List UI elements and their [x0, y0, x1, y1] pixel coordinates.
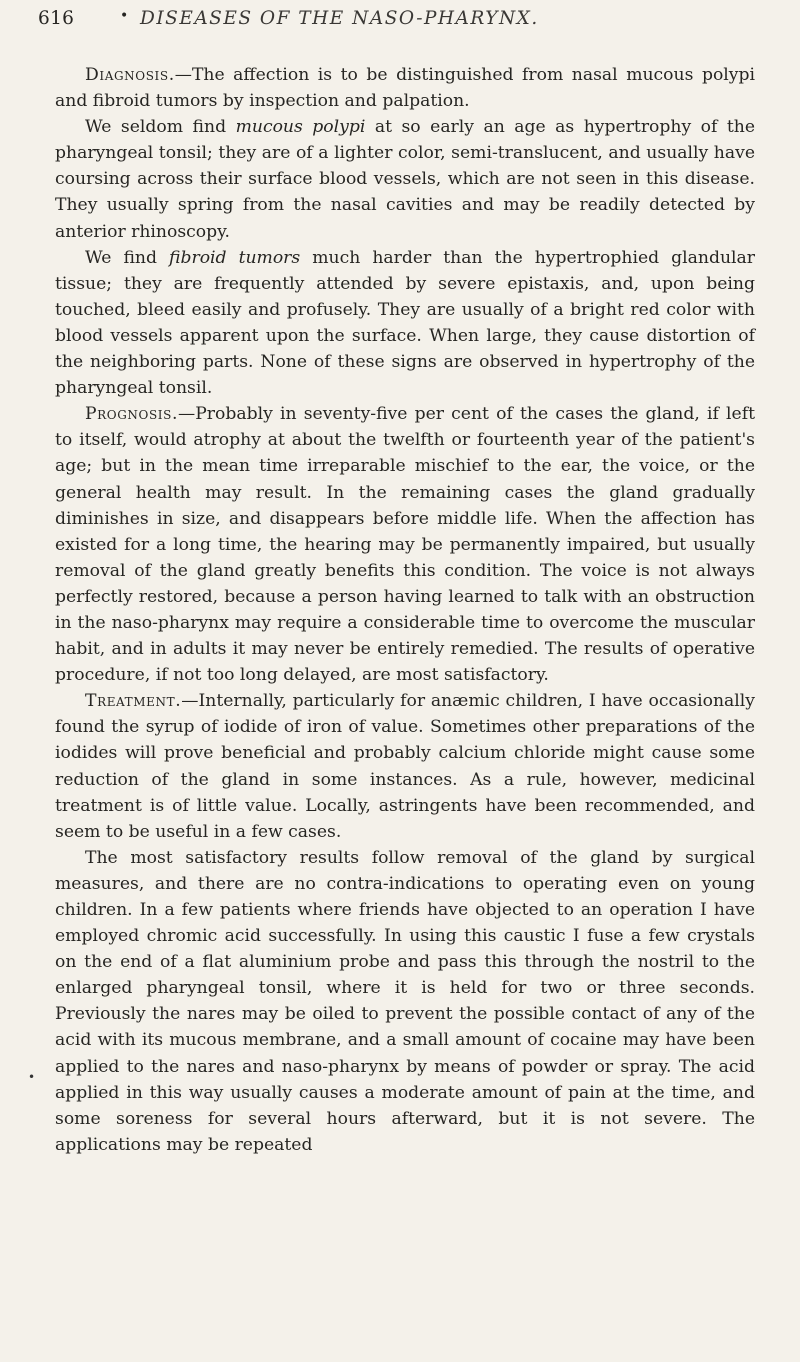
bullet-mark-icon: • [120, 8, 129, 24]
running-title: DISEASES OF THE NASO-PHARYNX. [140, 8, 539, 29]
paragraph-mucous-polypi [55, 114, 755, 244]
heading-dash: — [178, 404, 196, 425]
paragraph-text: at so early an age as hypertrophy of the pharyngeal tonsil; they are of a lighter color, semi-translucent, and usually have coursing across their surface blood vessels, which are not seen in this disease. They usually spring from the nasal cavities and may be readily detected by anterior rhinoscopy. [55, 117, 755, 242]
paragraph-text: much harder than the hypertrophied glandular tissue; they are frequently attended by severe epistaxis, and, upon being touched, bleed easily and profusely. They are usually of a bright red color with blood vessels apparent upon the surface. When large, they cause distortion of the neighboring parts. None of these signs are observed in hypertrophy of the pharyngeal tonsil. [55, 247, 756, 399]
paragraph-prognosis [55, 401, 755, 688]
emphasis-term: fibroid tumors [169, 247, 301, 268]
paragraph-text: We seldom find [85, 117, 236, 138]
section-heading-diagnosis: Diagnosis. [85, 65, 175, 85]
paragraph-diagnosis [55, 62, 755, 114]
paragraph-text: Probably in seventy-five per cent of the cases the gland, if left to itself, would atrophy at about the twelfth or fourteenth year of the patient's age; but in the mean time irreparable mischief to the ear, the voice, or the general health may result. In the remaining cases the gland gradually diminishes in size, and disappears before middle life. When the affection has existed for a long time, the hearing may be permanently impaired, but usually removal of the gland greatly benefits this condition. The voice is not always perfectly restored, because a person having learned to talk with an obstruction in the naso-pharynx may require a considerable time to overcome the muscular habit, and in adults it may never be entirely remedied. The results of operative procedure, if not too long delayed, are most satisfactory. [55, 404, 755, 686]
heading-dash: — [174, 65, 192, 85]
heading-dash: — [181, 691, 199, 712]
paragraph-fibroid-tumors [55, 245, 755, 402]
paragraph-text: The most satisfactory results follow removal of the gland by surgical measures, and there are no contra-indications to operating even on young children. In a few patients where friends have objected to an operation I have employed chromic acid successfully. In using this caustic I fuse a few crystals on the end of a flat aluminium probe and pass this through the nostril to the enlarged pharyngeal tonsil, where it is held for two or three seconds. Previously the nares may be oiled to prevent the possible contact of any of the acid with its mucous membrane, and a small amount of cocaine may have been applied to the nares and naso-pharynx by means of powder or spray. The acid applied in this way usually causes a moderate amount of pain at the time, and some soreness for several hours afterward, but it is not severe. The applications may be repeated [55, 847, 755, 1155]
section-heading-prognosis: Prognosis. [85, 404, 179, 425]
paragraph-text: The affection is to be distinguished from nasal mucous polypi and fibroid tumors by inspection and palpation. [55, 65, 755, 112]
paragraph-surgical [55, 845, 755, 1158]
section-heading-treatment: Treatment. [85, 691, 182, 712]
paragraph-text: Internally, particularly for anæmic children, I have occasionally found the syrup of iodide of iron of value. Sometimes other preparations of the iodides will prove beneficial and probably calcium chloride might cause some reduction of the gland in some instances. As a rule, however, medicinal treatment is of little value. Locally, astringents have been recommended, and seem to be useful in a few cases. [55, 691, 755, 842]
paragraph-text: We find [85, 247, 170, 268]
body-text [55, 62, 755, 1158]
paragraph-treatment [55, 688, 755, 845]
running-head [38, 8, 762, 38]
page-number: 616 [38, 8, 75, 29]
margin-bullet-mark-icon: • [28, 1070, 36, 1084]
emphasis-term: mucous polypi [235, 117, 366, 138]
